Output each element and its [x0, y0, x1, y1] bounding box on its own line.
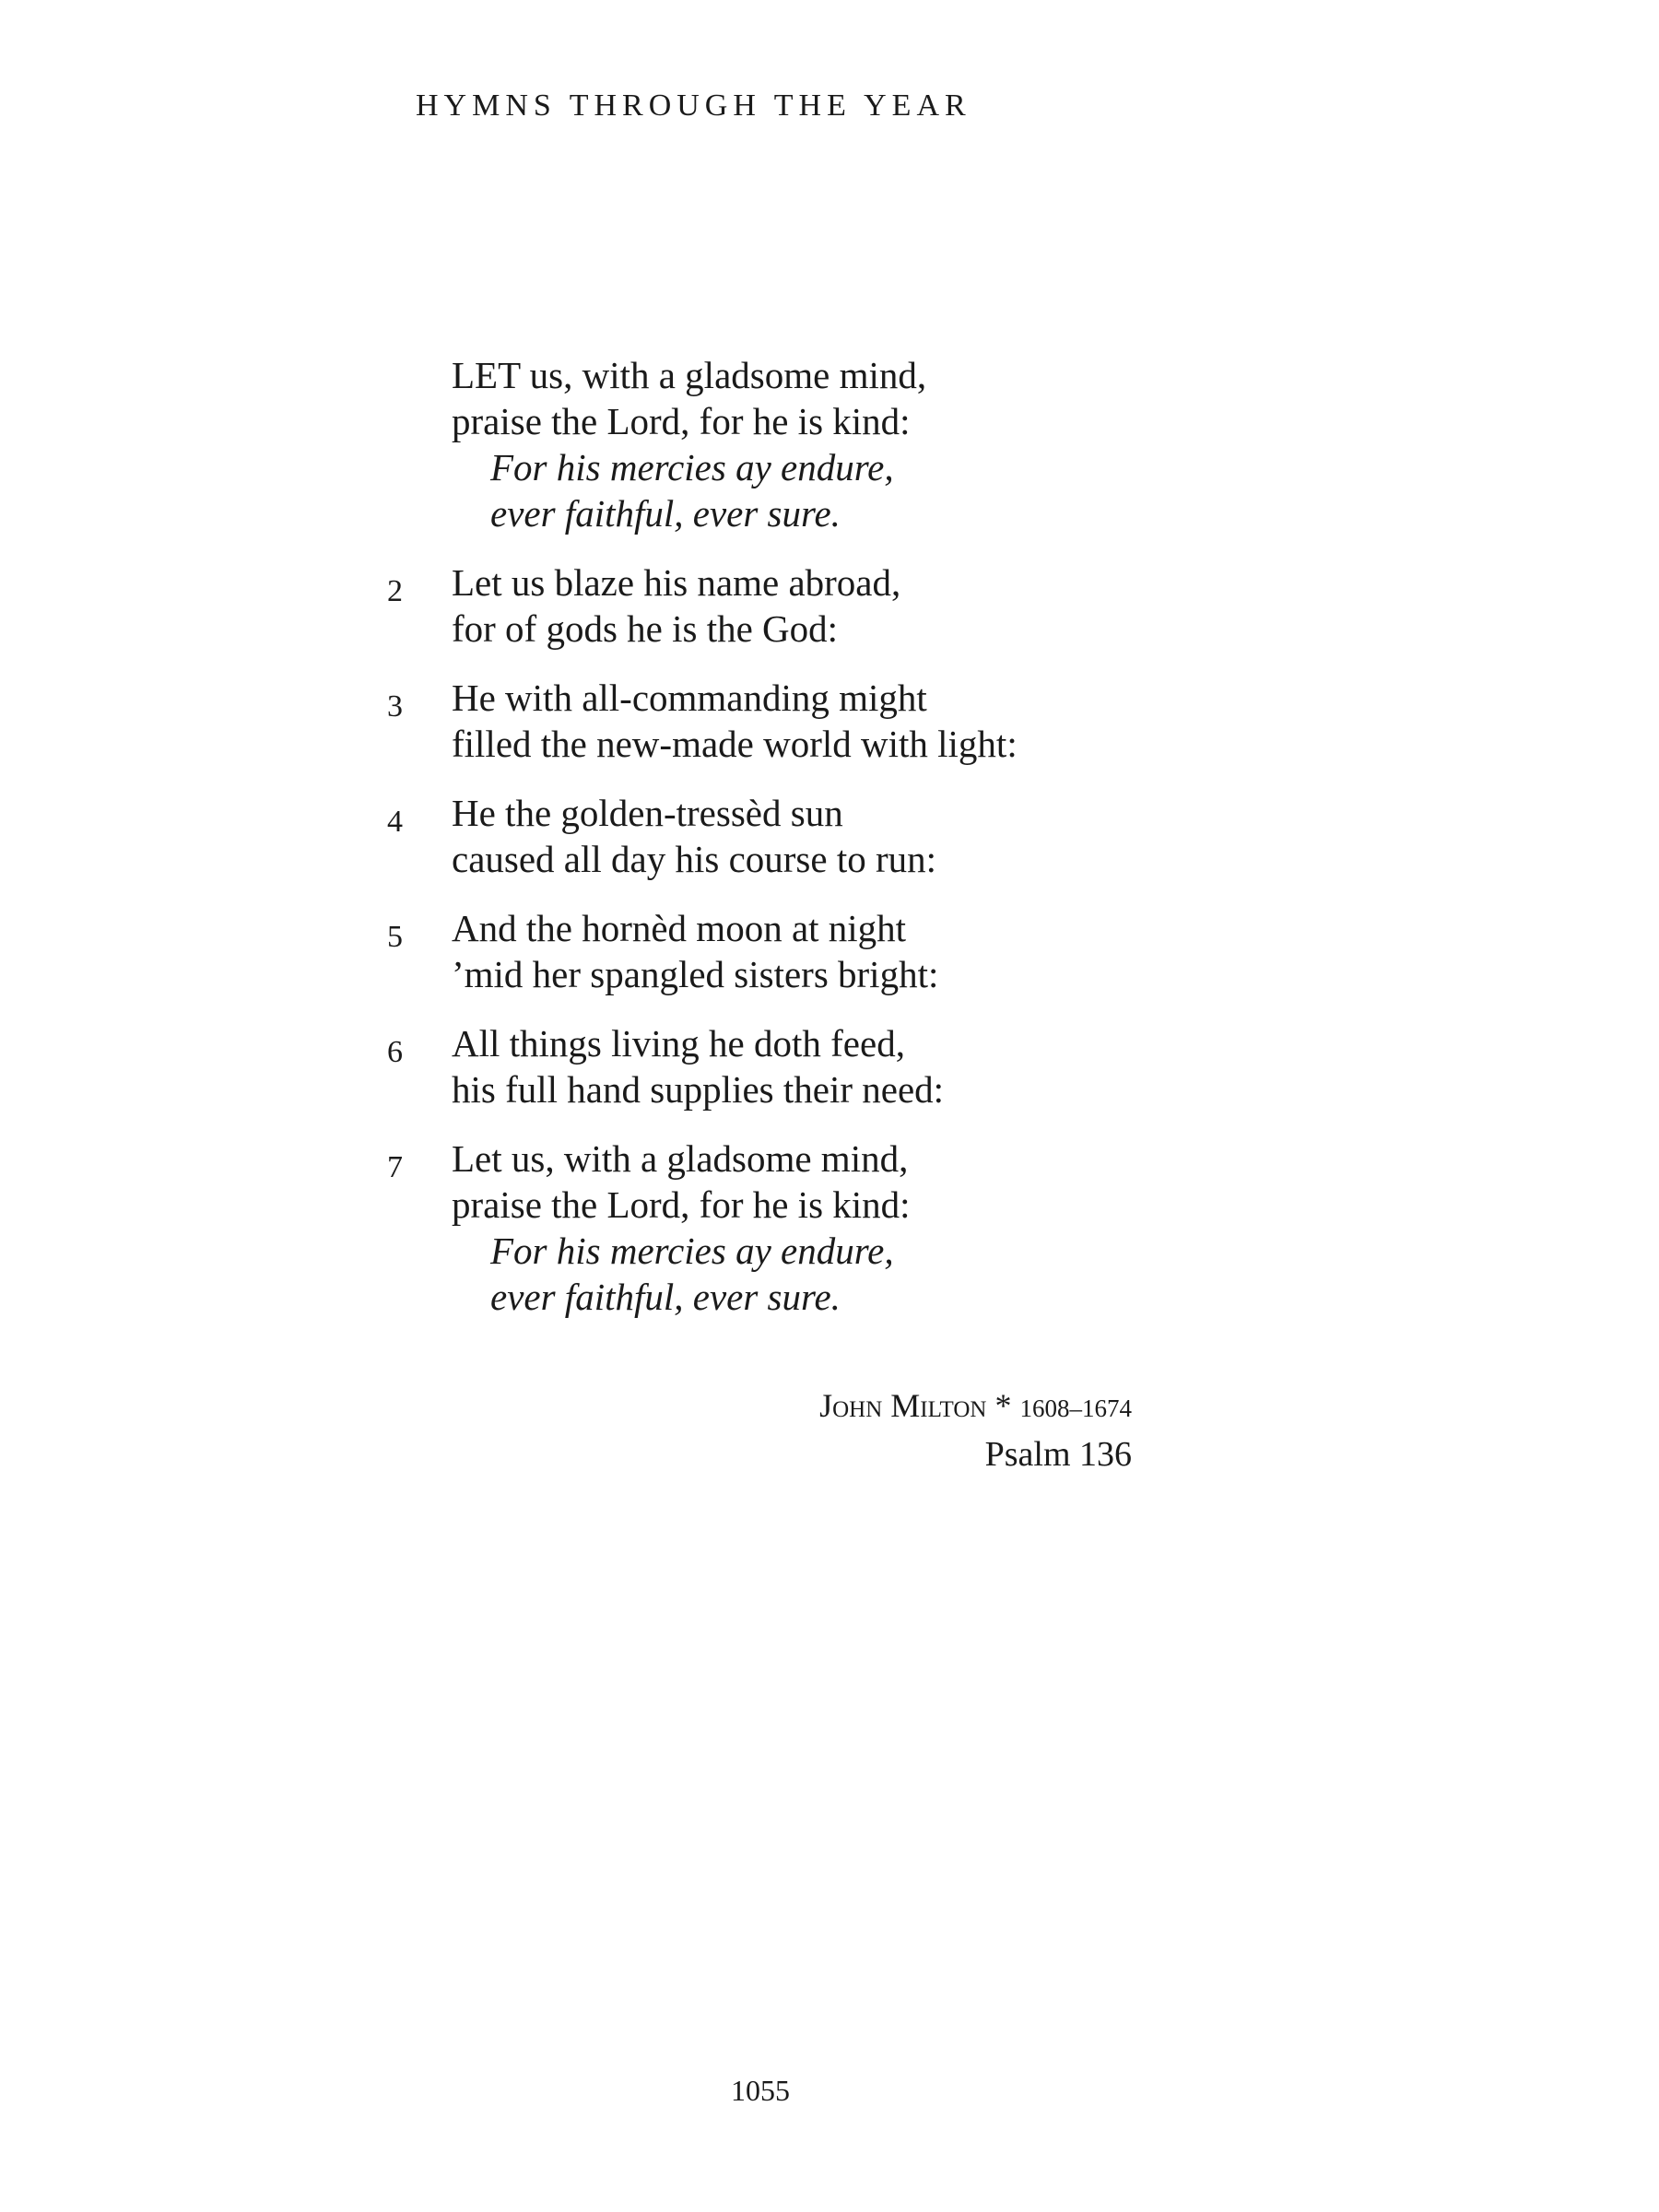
author-line: [645, 1382, 1132, 1431]
running-header: HYMNS THROUGH THE YEAR: [416, 88, 971, 123]
stanza-7: [378, 1135, 1263, 1320]
attribution: [645, 1382, 1132, 1477]
stanza-number: 7: [387, 1150, 403, 1184]
stanza-number: 2: [387, 574, 403, 608]
stanza-number: 6: [387, 1035, 403, 1069]
stanza-1: [378, 352, 1263, 536]
stanza-2: [378, 559, 1263, 652]
verse-line: filled the new-made world with light:: [452, 723, 1018, 765]
verse-line: LET us, with a gladsome mind,: [452, 354, 927, 396]
verse-line: Let us blaze his name abroad,: [452, 561, 901, 604]
hymn-text: [378, 352, 1263, 1343]
verse-line: He with all-commanding might: [452, 677, 927, 719]
stanza-4: [378, 790, 1263, 882]
verse-line: And the hornèd moon at night: [452, 907, 907, 949]
verse-line: for of gods he is the God:: [452, 607, 839, 650]
refrain-line: ever faithful, ever sure.: [490, 1276, 841, 1318]
verse-line: his full hand supplies their need:: [452, 1068, 945, 1111]
stanza-3: [378, 675, 1263, 767]
stanza-number: 5: [387, 920, 403, 954]
page-number: 1055: [731, 2074, 790, 2107]
source-reference: Psalm 136: [984, 1435, 1132, 1474]
refrain-line: For his mercies ay endure,: [490, 1230, 894, 1272]
stanza-5: [378, 905, 1263, 997]
verse-line: All things living he doth feed,: [452, 1022, 905, 1065]
refrain-line: ever faithful, ever sure.: [490, 492, 841, 535]
stanza-number: 4: [387, 805, 403, 839]
asterisk-mark: *: [994, 1387, 1012, 1424]
verse-line: praise the Lord, for he is kind:: [452, 400, 911, 442]
verse-line: praise the Lord, for he is kind:: [452, 1183, 911, 1226]
author-dates: 1608–1674: [1019, 1394, 1132, 1422]
refrain-line: For his mercies ay endure,: [490, 446, 894, 488]
verse-line: caused all day his course to run:: [452, 838, 937, 880]
stanza-number: 3: [387, 689, 403, 724]
author-name: John Milton: [819, 1387, 987, 1424]
stanza-6: [378, 1020, 1263, 1112]
verse-line: Let us, with a gladsome mind,: [452, 1137, 909, 1180]
verse-line: ’mid her spangled sisters bright:: [452, 953, 939, 995]
verse-line: He the golden-tressèd sun: [452, 792, 843, 834]
